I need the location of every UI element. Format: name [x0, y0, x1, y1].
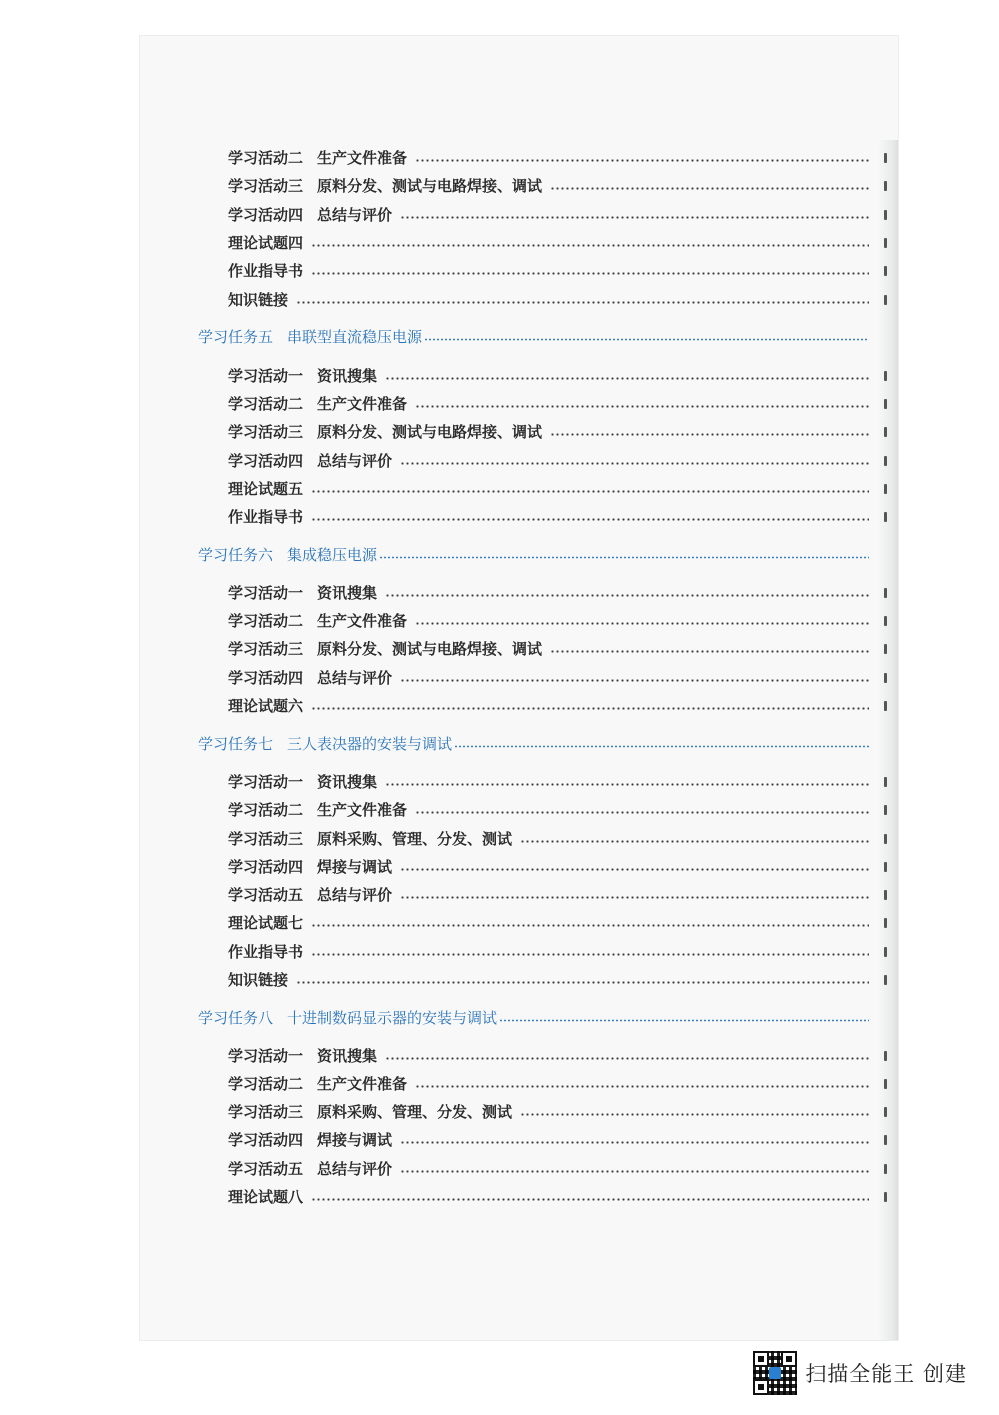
toc-entry-number: 学习活动三 — [228, 639, 304, 658]
toc-entry-number: 学习任务八 — [198, 1008, 274, 1027]
page-number-mark — [884, 153, 887, 163]
dot-leader — [385, 377, 869, 380]
toc-entry — [228, 796, 869, 822]
page-number-mark — [884, 427, 887, 437]
toc-entry-number: 学习任务五 — [198, 327, 274, 346]
dot-leader — [520, 840, 869, 843]
toc-entry-label — [228, 147, 407, 168]
toc-entry-number: 学习活动四 — [228, 1130, 304, 1149]
toc-entry-title: 集成稳压电源 — [287, 545, 378, 564]
toc-entry — [228, 966, 869, 992]
toc-entry — [228, 938, 869, 964]
toc-entry-label — [228, 884, 392, 905]
dot-leader — [454, 745, 869, 748]
page-number-mark — [884, 484, 887, 494]
toc-entry-title: 总结与评价 — [317, 205, 393, 224]
dot-leader — [400, 868, 869, 871]
toc-entry-title: 原料采购、管理、分发、测试 — [317, 1102, 513, 1121]
dot-leader — [296, 981, 869, 984]
toc-entry — [228, 447, 869, 473]
toc-entry-title: 总结与评价 — [317, 668, 393, 687]
toc-entry-title: 串联型直流稳压电源 — [287, 327, 423, 346]
toc-entry-title: 生产文件准备 — [317, 148, 408, 167]
toc-entry-label — [228, 799, 407, 820]
page-number-mark — [884, 918, 887, 928]
toc-entry-label — [228, 1101, 512, 1122]
dot-leader — [415, 405, 869, 408]
page-number-mark — [884, 1135, 887, 1145]
dot-leader — [520, 1113, 869, 1116]
toc-entry-title: 总结与评价 — [317, 885, 393, 904]
dot-leader — [550, 187, 869, 190]
page-number-mark — [884, 616, 887, 626]
dot-leader — [311, 953, 869, 956]
dot-leader — [400, 1141, 869, 1144]
watermark-text: 扫描全能王 创建 — [805, 1362, 967, 1386]
toc-entry-label — [228, 365, 377, 386]
page-number-mark — [884, 644, 887, 654]
dot-leader — [296, 301, 869, 304]
toc-entry-number: 理论试题八 — [228, 1187, 304, 1206]
toc-entry — [228, 1155, 869, 1181]
dot-leader — [311, 490, 869, 493]
toc-task-entry — [198, 541, 869, 567]
toc-entry-title: 资讯搜集 — [317, 1046, 378, 1065]
toc-entry-number: 理论试题四 — [228, 233, 304, 252]
dot-leader — [385, 594, 869, 597]
toc-task-entry — [198, 1004, 869, 1030]
toc-entry-title: 十进制数码显示器的安装与调试 — [287, 1008, 498, 1027]
page-number-mark — [884, 1107, 887, 1117]
toc-entry-title: 原料分发、测试与电路焊接、调试 — [317, 176, 543, 195]
toc-entry — [228, 1126, 869, 1152]
toc-entry-number: 学习活动二 — [228, 611, 304, 630]
toc-entry — [228, 909, 869, 935]
toc-entry — [228, 607, 869, 633]
dot-leader — [385, 783, 869, 786]
dot-leader — [400, 216, 869, 219]
page-number-mark — [884, 512, 887, 522]
toc-entry — [228, 229, 869, 255]
toc-entry-label — [228, 969, 288, 990]
dot-leader — [400, 896, 869, 899]
page-number-mark — [884, 266, 887, 276]
toc-entry — [228, 881, 869, 907]
dot-leader — [400, 1170, 869, 1173]
toc-entry-number: 学习活动三 — [228, 422, 304, 441]
qr-code-icon — [753, 1351, 797, 1395]
page-number-mark — [884, 1079, 887, 1089]
page-number-mark — [884, 399, 887, 409]
toc-entry — [228, 201, 869, 227]
toc-entry-number: 学习活动三 — [228, 1102, 304, 1121]
toc-entry-label — [228, 638, 542, 659]
toc-entry-label — [198, 733, 452, 754]
toc-entry-label — [228, 695, 303, 716]
toc-entry-number: 学习活动二 — [228, 800, 304, 819]
toc-entry-label — [228, 1045, 377, 1066]
page-number-mark — [884, 238, 887, 248]
dot-leader — [415, 622, 869, 625]
toc-entry-label — [228, 506, 303, 527]
toc-entry-label — [228, 393, 407, 414]
dot-leader — [311, 924, 869, 927]
page-number-mark — [884, 701, 887, 711]
toc-entry-label — [228, 582, 377, 603]
dot-leader — [311, 1198, 869, 1201]
page-number-mark — [884, 1192, 887, 1202]
page-number-mark — [884, 805, 887, 815]
toc-entry — [228, 144, 869, 170]
toc-entry-title: 原料分发、测试与电路焊接、调试 — [317, 422, 543, 441]
dot-leader — [311, 244, 869, 247]
toc-entry-number: 作业指导书 — [228, 261, 304, 280]
toc-entry — [228, 1042, 869, 1068]
toc-entry-title: 焊接与调试 — [317, 857, 393, 876]
toc-entry-label — [228, 204, 392, 225]
toc-entry-number: 学习活动四 — [228, 205, 304, 224]
toc-entry-label — [198, 326, 422, 347]
toc-entry-number: 作业指导书 — [228, 507, 304, 526]
toc-entry-number: 学习活动一 — [228, 366, 304, 385]
toc-entry-number: 学习活动二 — [228, 148, 304, 167]
toc-entry-label — [228, 1158, 392, 1179]
toc-entry-title: 生产文件准备 — [317, 800, 408, 819]
page-number-mark — [884, 673, 887, 683]
toc-entry-number: 知识链接 — [228, 290, 289, 309]
toc-entry-number: 作业指导书 — [228, 942, 304, 961]
dot-leader — [550, 650, 869, 653]
page-number-mark — [884, 1164, 887, 1174]
toc-entry-label — [228, 941, 303, 962]
page-number-mark — [884, 890, 887, 900]
toc-entry-number: 学习活动四 — [228, 857, 304, 876]
dot-leader — [424, 338, 869, 341]
toc-entry — [228, 362, 869, 388]
toc-task-entry — [198, 323, 869, 349]
dot-leader — [415, 811, 869, 814]
dot-leader — [311, 272, 869, 275]
toc-entry-title: 资讯搜集 — [317, 366, 378, 385]
toc-entry — [228, 853, 869, 879]
toc-entry-title: 原料采购、管理、分发、测试 — [317, 829, 513, 848]
toc-entry-label — [228, 1186, 303, 1207]
toc-entry — [228, 579, 869, 605]
toc-entry-title: 原料分发、测试与电路焊接、调试 — [317, 639, 543, 658]
page-number-mark — [884, 834, 887, 844]
page-edge-shadow — [878, 140, 898, 1340]
toc-entry — [228, 286, 869, 312]
toc-entry-label — [228, 771, 377, 792]
toc-entry — [228, 1098, 869, 1124]
toc-entry — [228, 418, 869, 444]
toc-entry-title: 生产文件准备 — [317, 611, 408, 630]
toc-entry-number: 学习活动四 — [228, 451, 304, 470]
toc-entry — [228, 692, 869, 718]
toc-entry — [228, 768, 869, 794]
toc-entry-number: 学习活动一 — [228, 772, 304, 791]
page-number-mark — [884, 456, 887, 466]
toc-entry-title: 生产文件准备 — [317, 1074, 408, 1093]
toc-entry-number: 学习活动五 — [228, 885, 304, 904]
toc-entry-label — [228, 478, 303, 499]
toc-entry-label — [228, 289, 288, 310]
toc-entry — [228, 1183, 869, 1209]
toc-entry-number: 学习活动二 — [228, 394, 304, 413]
toc-entry-label — [228, 610, 407, 631]
toc-entry-title: 总结与评价 — [317, 1159, 393, 1178]
toc-entry — [228, 503, 869, 529]
page-number-mark — [884, 975, 887, 985]
toc-entry-number: 理论试题五 — [228, 479, 304, 498]
toc-entry-number: 学习活动一 — [228, 583, 304, 602]
toc-entry-label — [228, 828, 512, 849]
toc-entry-number: 学习活动四 — [228, 668, 304, 687]
toc-entry-title: 三人表决器的安装与调试 — [287, 734, 453, 753]
toc-entry-label — [228, 450, 392, 471]
page-number-mark — [884, 1051, 887, 1061]
toc-entry-label — [228, 232, 303, 253]
page-number-mark — [884, 371, 887, 381]
toc-entry-number: 学习活动一 — [228, 1046, 304, 1065]
toc-entry-number: 学习活动三 — [228, 829, 304, 848]
toc-entry — [228, 475, 869, 501]
toc-entry-number: 知识链接 — [228, 970, 289, 989]
dot-leader — [400, 679, 869, 682]
toc-entry — [228, 1070, 869, 1096]
dot-leader — [379, 556, 869, 559]
page-number-mark — [884, 777, 887, 787]
toc-entry-label — [198, 1007, 497, 1028]
toc-entry-number: 理论试题七 — [228, 913, 304, 932]
dot-leader — [499, 1019, 869, 1022]
toc-task-entry — [198, 730, 869, 756]
dot-leader — [400, 462, 869, 465]
toc-entry-label — [228, 1129, 392, 1150]
page-number-mark — [884, 862, 887, 872]
page-number-mark — [884, 947, 887, 957]
page-number-mark — [884, 588, 887, 598]
toc-entry-title: 焊接与调试 — [317, 1130, 393, 1149]
toc-entry-title: 资讯搜集 — [317, 772, 378, 791]
toc-entry-label — [228, 421, 542, 442]
toc-entry-number: 理论试题六 — [228, 696, 304, 715]
page-number-mark — [884, 181, 887, 191]
dot-leader — [415, 1085, 869, 1088]
toc-entry — [228, 664, 869, 690]
toc-entry-number: 学习任务六 — [198, 545, 274, 564]
scanner-watermark — [753, 1351, 967, 1395]
toc-entry-label — [198, 544, 377, 565]
page-number-mark — [884, 295, 887, 305]
page-number-mark — [884, 210, 887, 220]
toc-entry — [228, 390, 869, 416]
toc-entry — [228, 172, 869, 198]
dot-leader — [415, 159, 869, 162]
toc-entry — [228, 257, 869, 283]
toc-entry-number: 学习任务七 — [198, 734, 274, 753]
toc-entry — [228, 825, 869, 851]
toc-entry-number: 学习活动二 — [228, 1074, 304, 1093]
toc-entry-title: 资讯搜集 — [317, 583, 378, 602]
toc-entry-title: 生产文件准备 — [317, 394, 408, 413]
toc-entry-label — [228, 175, 542, 196]
toc-entry-label — [228, 856, 392, 877]
toc-entry-title: 总结与评价 — [317, 451, 393, 470]
dot-leader — [550, 433, 869, 436]
toc-entry-label — [228, 1073, 407, 1094]
toc-entry-number: 学习活动五 — [228, 1159, 304, 1178]
toc-entry-label — [228, 912, 303, 933]
toc-entry-number: 学习活动三 — [228, 176, 304, 195]
dot-leader — [311, 707, 869, 710]
dot-leader — [311, 518, 869, 521]
toc-entry — [228, 635, 869, 661]
toc-entry-label — [228, 260, 303, 281]
toc-entry-label — [228, 667, 392, 688]
dot-leader — [385, 1057, 869, 1060]
